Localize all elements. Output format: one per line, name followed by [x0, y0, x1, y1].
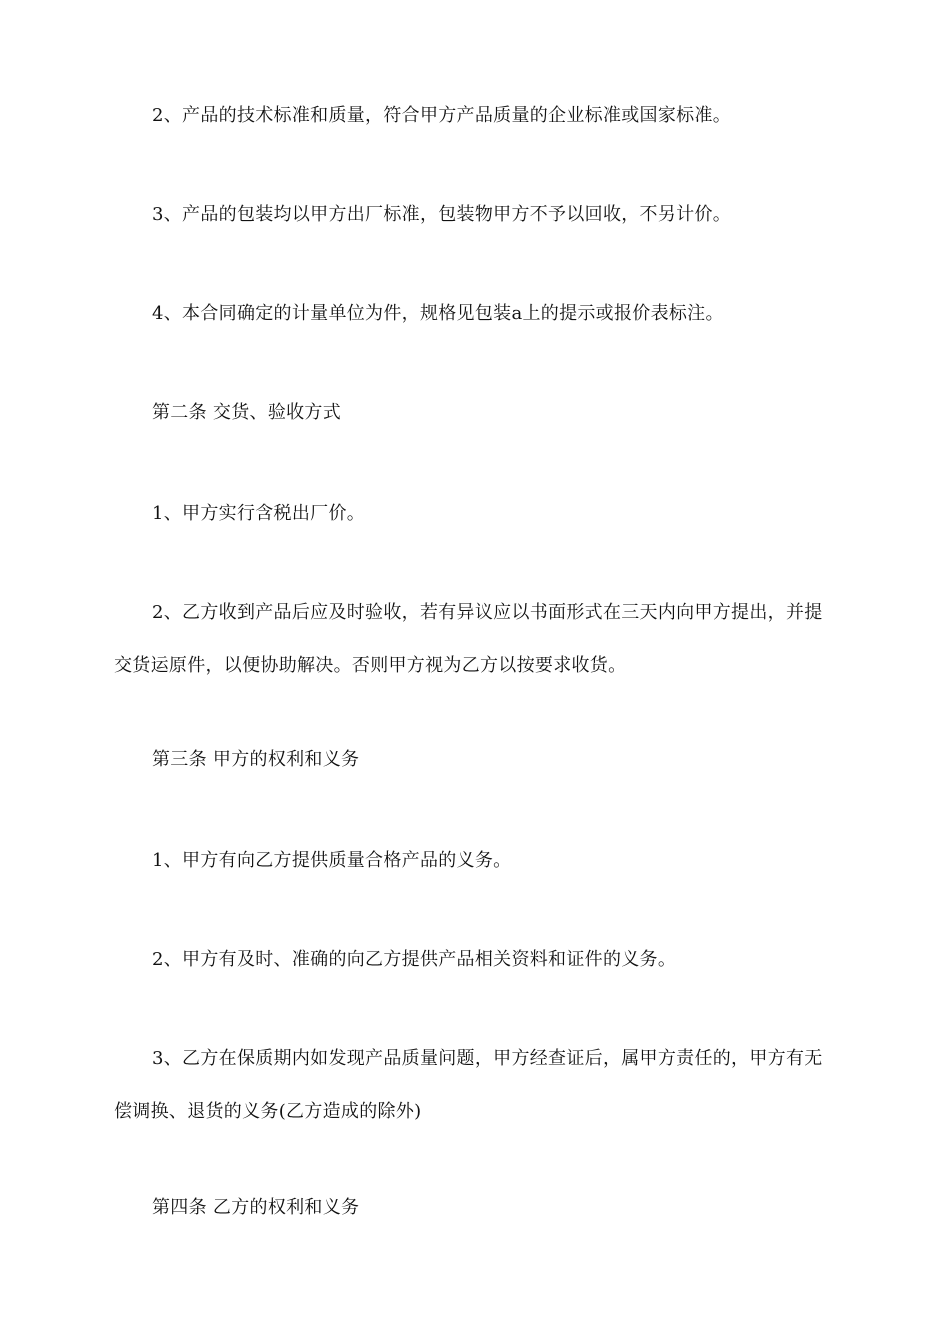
clause-3-item-3: 3、乙方在保质期内如发现产品质量问题，甲方经查证后，属甲方责任的，甲方有无偿调换、退货的义务(乙方造成的除外) [114, 1048, 823, 1122]
clause-3-heading: 第三条 甲方的权利和义务 [152, 749, 360, 770]
clause-4-heading: 第四条 乙方的权利和义务 [152, 1197, 360, 1218]
clause-1-item-2: 2、产品的技术标准和质量，符合甲方产品质量的企业标准或国家标准。 [152, 105, 732, 126]
clause-2-item-1: 1、甲方实行含税出厂价。 [152, 503, 366, 524]
clause-1-item-3: 3、产品的包装均以甲方出厂标准，包装物甲方不予以回收，不另计价。 [152, 204, 732, 225]
clause-3-item-2: 2、甲方有及时、准确的向乙方提供产品相关资料和证件的义务。 [152, 949, 677, 970]
clause-3-item-1: 1、甲方有向乙方提供质量合格产品的义务。 [152, 850, 512, 871]
clause-2-heading: 第二条 交货、验收方式 [152, 402, 342, 423]
clause-1-item-4: 4、本合同确定的计量单位为件，规格见包装a上的提示或报价表标注。 [152, 303, 724, 324]
clause-2-item-2: 2、乙方收到产品后应及时验收，若有异议应以书面形式在三天内向甲方提出，并提交货运原件，以便协助解决。否则甲方视为乙方以按要求收货。 [114, 602, 823, 676]
